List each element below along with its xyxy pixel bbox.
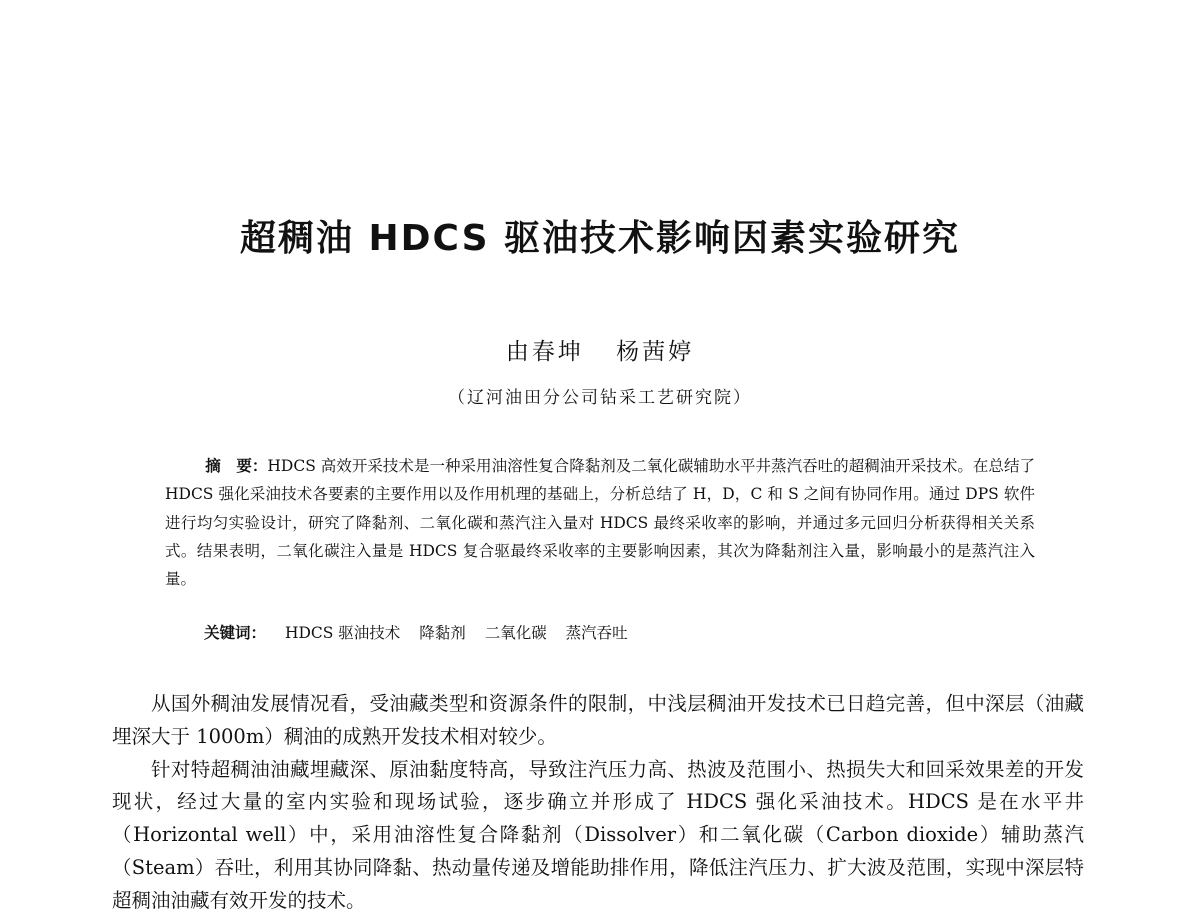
keyword: 二氧化碳 bbox=[484, 624, 547, 642]
author-name: 杨茜婷 bbox=[616, 339, 695, 365]
body-paragraph: 针对特超稠油油藏埋藏深、原油黏度特高，导致注汽压力高、热波及范围小、热损失大和回采效果差的开发现状，经过大量的室内实验和现场试验，逐步确立并形成了 HDCS 强化采油技术。HDCS 是在水平井（Horizontal well）中，采用油溶性复合降黏剂（Dissolver）和二氧化碳（Carbon dioxide）辅助蒸汽（Steam）吞吐，利用其协同降黏、热动量传递及增能助排作用，降低注汽压力、扩大波及范围，实现中深层特超稠油油藏有效开发的技术。 bbox=[112, 757, 1084, 912]
keyword: 蒸汽吞吐 bbox=[565, 624, 628, 642]
author-list bbox=[0, 333, 1200, 366]
keywords bbox=[204, 621, 628, 643]
body-text bbox=[112, 688, 1084, 918]
paper-title: 超稠油 HDCS 驱油技术影响因素实验研究 bbox=[239, 218, 961, 259]
keyword: 降黏剂 bbox=[419, 624, 466, 642]
author-name: 由春坤 bbox=[505, 339, 584, 365]
body-paragraph: 从国外稠油发展情况看，受油藏类型和资源条件的限制，中浅层稠油开发技术已日趋完善，但中深层（油藏埋深大于 1000m）稠油的成熟开发技术相对较少。 bbox=[112, 692, 1084, 748]
keywords-label: 关键词： bbox=[204, 624, 267, 642]
abstract bbox=[165, 452, 1035, 593]
keyword: HDCS 驱油技术 bbox=[284, 624, 401, 642]
abstract-label: 摘 要： bbox=[205, 457, 268, 475]
abstract-text: HDCS 高效开采技术是一种采用油溶性复合降黏剂及二氧化碳辅助水平井蒸汽吞吐的超稠油开采技术。在总结了 HDCS 强化采油技术各要素的主要作用以及作用机理的基础上，分析总结了 H，D，C 和 S 之间有协同作用。通过 DPS 软件进行均匀实验设计，研究了降黏剂、二氧化碳和蒸汽注入量对 HDCS 最终采收率的影响，并通过多元回归分析获得相关关系式。结果表明，二氧化碳注入量是 HDCS 复合驱最终采收率的主要影响因素，其次为降黏剂注入量，影响最小的是蒸汽注入量。 bbox=[165, 457, 1035, 589]
author-affiliation: （辽河油田分公司钻采工艺研究院） bbox=[448, 388, 752, 408]
